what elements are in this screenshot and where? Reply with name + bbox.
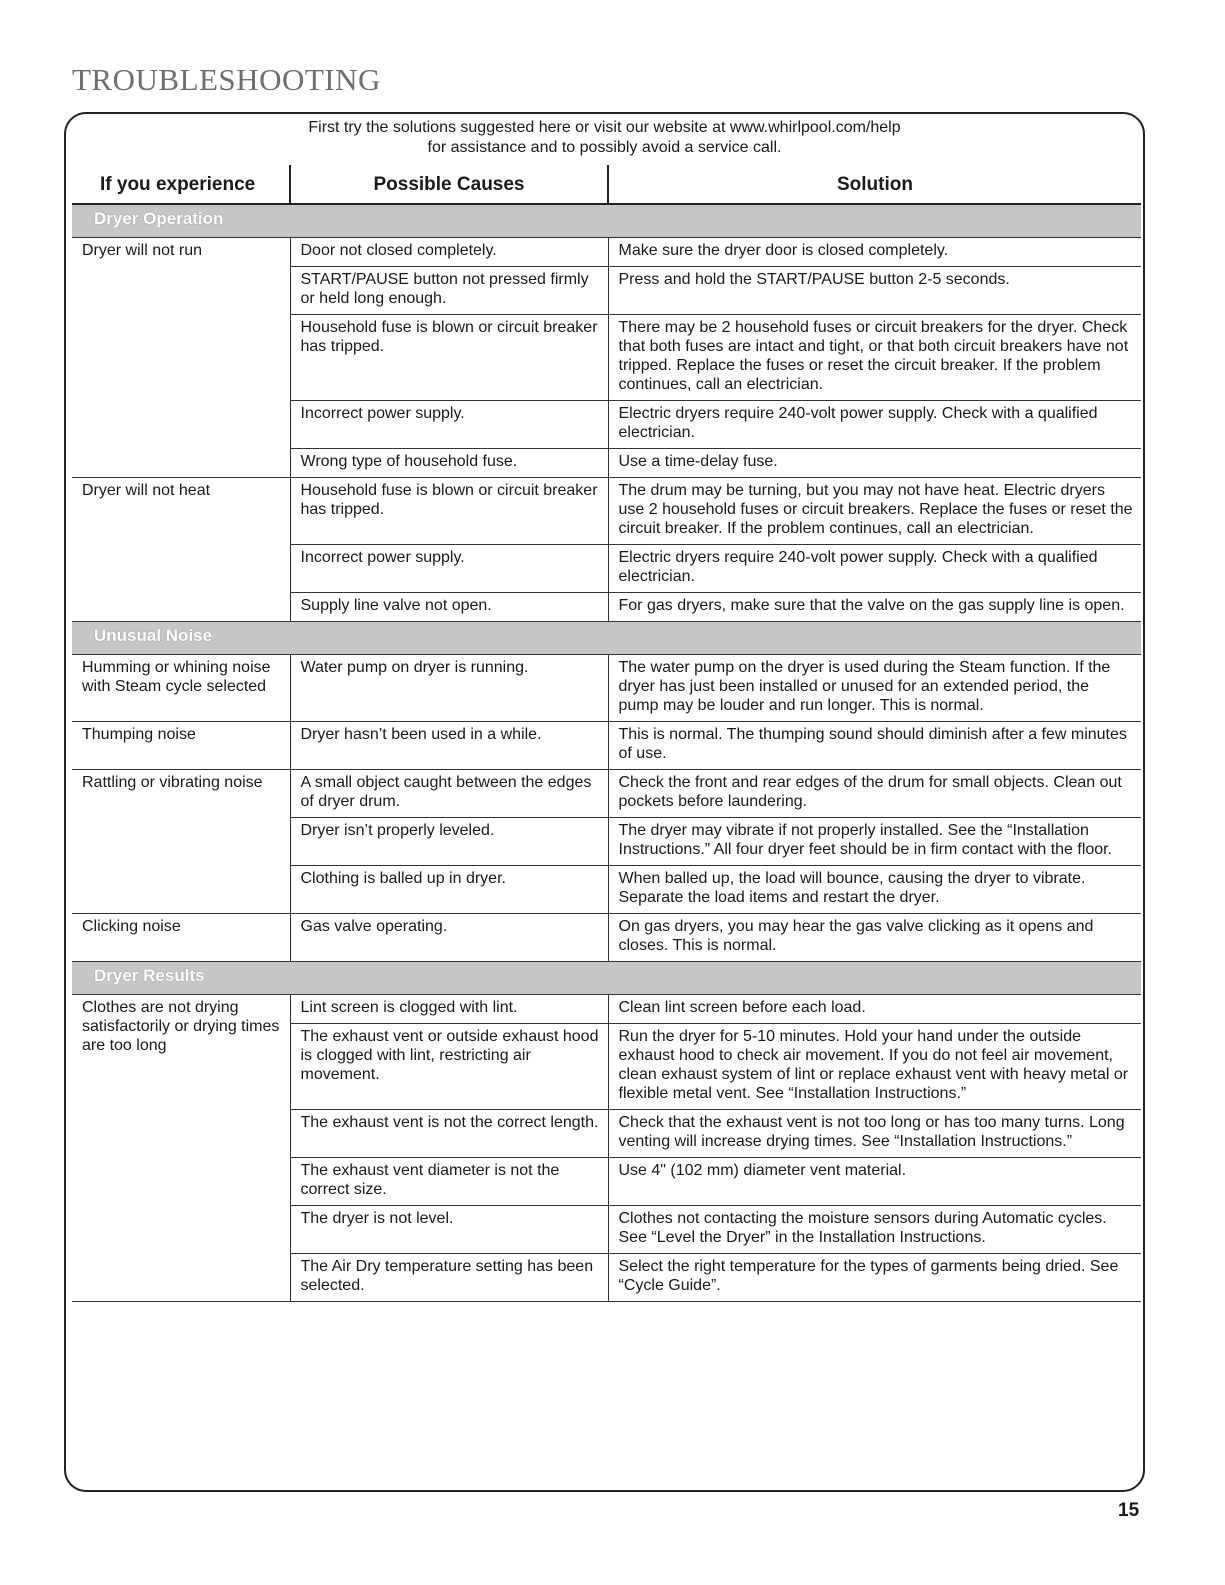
solution-cell: Check the front and rear edges of the drum for small objects. Clean out pockets before laundering. — [608, 770, 1141, 818]
table-row — [72, 914, 1141, 962]
cause-cell: Clothing is balled up in dryer. — [290, 866, 608, 914]
table-row — [72, 770, 1141, 818]
intro-line-1: First try the solutions suggested here or visit our website at www.whirlpool.com/help — [308, 119, 901, 136]
cause-cell: The dryer is not level. — [290, 1206, 608, 1254]
solution-cell: Run the dryer for 5-10 minutes. Hold your hand under the outside exhaust hood to check air movement. If you do not feel air movement, clean exhaust system of lint or replace exhaust vent with heavy metal or flexible metal vent. See “Installation Instructions.” — [608, 1024, 1141, 1110]
experience-cell: Clothes are not drying satisfactorily or drying times are too long — [72, 995, 290, 1302]
solution-cell: When balled up, the load will bounce, causing the dryer to vibrate. Separate the load items and restart the dryer. — [608, 866, 1141, 914]
solution-cell: Make sure the dryer door is closed completely. — [608, 238, 1141, 267]
cause-cell: A small object caught between the edges of dryer drum. — [290, 770, 608, 818]
solution-cell: On gas dryers, you may hear the gas valve clicking as it opens and closes. This is normal. — [608, 914, 1141, 962]
section-title: Unusual Noise — [72, 622, 1141, 655]
solution-cell: Use a time-delay fuse. — [608, 449, 1141, 478]
table-row — [72, 995, 1141, 1024]
header-solution: Solution — [608, 165, 1141, 204]
header-causes: Possible Causes — [290, 165, 608, 204]
solution-cell: The dryer may vibrate if not properly installed. See the “Installation Instructions.” All four dryer feet should be in firm contact with the floor. — [608, 818, 1141, 866]
cause-cell: Incorrect power supply. — [290, 545, 608, 593]
table-body — [72, 204, 1141, 1302]
intro-text — [64, 118, 1145, 158]
table-row — [72, 478, 1141, 545]
page-title: TROUBLESHOOTING — [72, 62, 381, 97]
header-experience: If you experience — [72, 165, 290, 204]
experience-cell: Dryer will not run — [72, 238, 290, 478]
troubleshooting-table — [72, 165, 1141, 1302]
cause-cell: Lint screen is clogged with lint. — [290, 995, 608, 1024]
section-header-row — [72, 204, 1141, 238]
cause-cell: Gas valve operating. — [290, 914, 608, 962]
cause-cell: Dryer isn’t properly leveled. — [290, 818, 608, 866]
section-header-row — [72, 962, 1141, 995]
cause-cell: Household fuse is blown or circuit breaker has tripped. — [290, 478, 608, 545]
experience-cell: Thumping noise — [72, 722, 290, 770]
cause-cell: Dryer hasn’t been used in a while. — [290, 722, 608, 770]
solution-cell: The drum may be turning, but you may not have heat. Electric dryers use 2 household fuses or circuit breakers. Replace the fuses or reset the circuit breaker. If the problem continues, call an electrician. — [608, 478, 1141, 545]
solution-cell: Electric dryers require 240-volt power supply. Check with a qualified electrician. — [608, 401, 1141, 449]
experience-cell: Clicking noise — [72, 914, 290, 962]
solution-cell: Clean lint screen before each load. — [608, 995, 1141, 1024]
section-header-row — [72, 622, 1141, 655]
cause-cell: Water pump on dryer is running. — [290, 655, 608, 722]
cause-cell: The exhaust vent is not the correct length. — [290, 1110, 608, 1158]
solution-cell: There may be 2 household fuses or circuit breakers for the dryer. Check that both fuses are intact and tight, or that both circuit breakers have not tripped. Replace the fuses or reset the circuit breaker. If the problem continues, call an electrician. — [608, 315, 1141, 401]
cause-cell: The exhaust vent diameter is not the correct size. — [290, 1158, 608, 1206]
solution-cell: Use 4" (102 mm) diameter vent material. — [608, 1158, 1141, 1206]
solution-cell: Check that the exhaust vent is not too long or has too many turns. Long venting will increase drying times. See “Installation Instructions.” — [608, 1110, 1141, 1158]
solution-cell: For gas dryers, make sure that the valve on the gas supply line is open. — [608, 593, 1141, 622]
experience-cell: Rattling or vibrating noise — [72, 770, 290, 914]
solution-cell: Press and hold the START/PAUSE button 2-5 seconds. — [608, 267, 1141, 315]
solution-cell: Clothes not contacting the moisture sensors during Automatic cycles. See “Level the Dryer” in the Installation Instructions. — [608, 1206, 1141, 1254]
page-number: 15 — [1118, 1500, 1140, 1521]
solution-cell: Select the right temperature for the types of garments being dried. See “Cycle Guide”. — [608, 1254, 1141, 1302]
solution-cell: The water pump on the dryer is used during the Steam function. If the dryer has just been installed or unused for an extended period, the pump may be louder and run longer. This is normal. — [608, 655, 1141, 722]
section-title: Dryer Results — [72, 962, 1141, 995]
section-title: Dryer Operation — [72, 204, 1141, 238]
table-row — [72, 722, 1141, 770]
table-row — [72, 655, 1141, 722]
cause-cell: Door not closed completely. — [290, 238, 608, 267]
cause-cell: Wrong type of household fuse. — [290, 449, 608, 478]
solution-cell: Electric dryers require 240-volt power supply. Check with a qualified electrician. — [608, 545, 1141, 593]
table-header-row — [72, 165, 1141, 204]
cause-cell: Household fuse is blown or circuit breaker has tripped. — [290, 315, 608, 401]
solution-cell: This is normal. The thumping sound should diminish after a few minutes of use. — [608, 722, 1141, 770]
cause-cell: The Air Dry temperature setting has been selected. — [290, 1254, 608, 1302]
cause-cell: The exhaust vent or outside exhaust hood is clogged with lint, restricting air movement. — [290, 1024, 608, 1110]
cause-cell: START/PAUSE button not pressed firmly or held long enough. — [290, 267, 608, 315]
experience-cell: Dryer will not heat — [72, 478, 290, 622]
experience-cell: Humming or whining noise with Steam cycle selected — [72, 655, 290, 722]
cause-cell: Supply line valve not open. — [290, 593, 608, 622]
cause-cell: Incorrect power supply. — [290, 401, 608, 449]
intro-line-2: for assistance and to possibly avoid a service call. — [427, 139, 782, 156]
table-row — [72, 238, 1141, 267]
